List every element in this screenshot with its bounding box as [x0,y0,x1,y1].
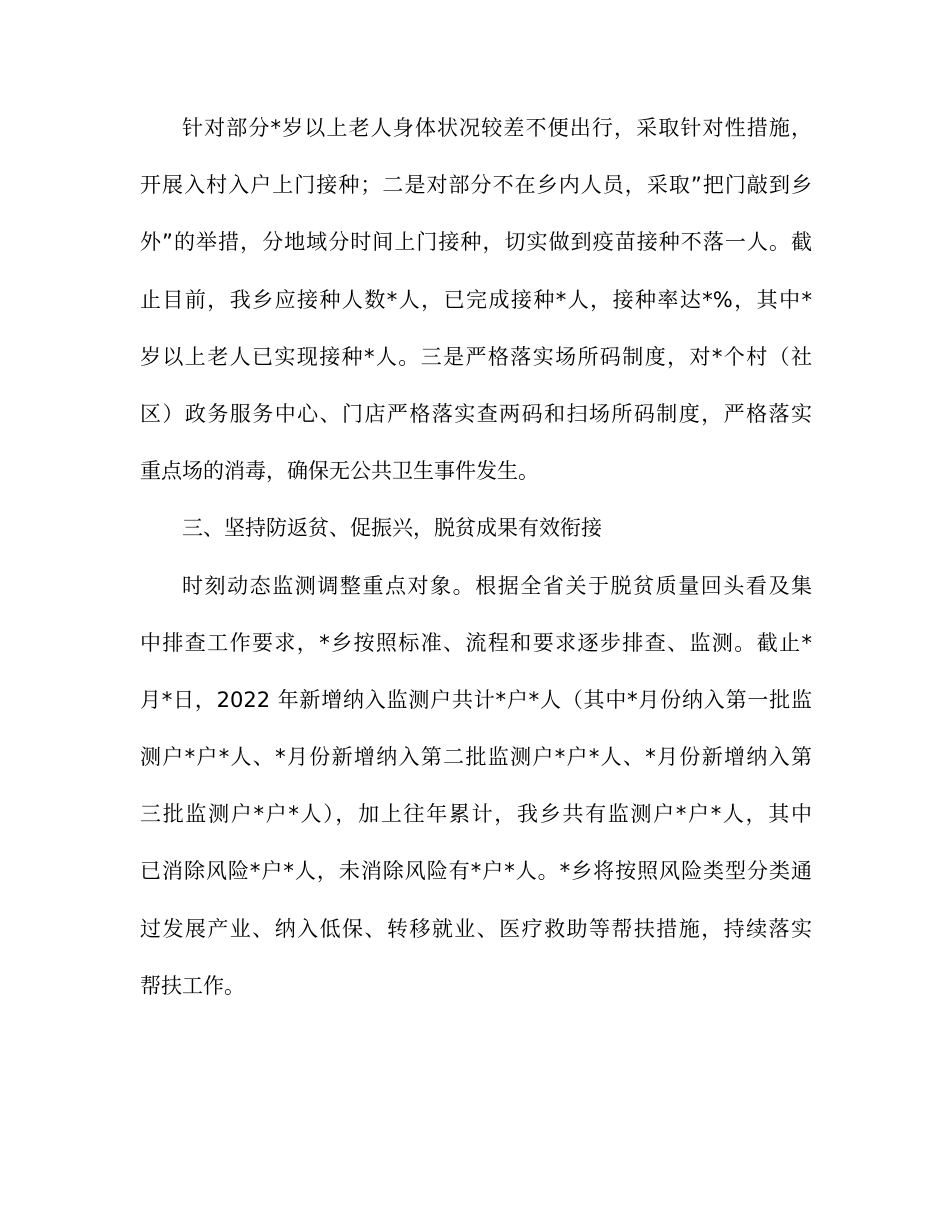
document-body [140,100,812,1015]
paragraph-line: 过发展产业、纳入低保、转移就业、医疗救助等帮扶措施，持续落实 [140,916,812,941]
section-heading: 三、坚持防返贫、促振兴，脱贫成果有效衔接 [182,516,602,541]
paragraph-line: 针对部分*岁以上老人身体状况较差不便出行，采取针对性措施， [182,116,812,140]
paragraph-line: 止目前，我乡应接种人数*人，已完成接种*人，接种率达*%，其中* [140,287,812,312]
paragraph-line: 已消除风险*户*人，未消除风险有*户*人。*乡将按照风险类型分类通 [140,859,812,884]
paragraph-line: 外”的举措，分地域分时间上门接种，切实做到疫苗接种不落一人。截 [140,230,812,255]
paragraph-line: 区）政务服务中心、门店严格落实查两码和扫场所码制度，严格落实 [140,401,812,426]
paragraph-line: 中排查工作要求，*乡按照标准、流程和要求逐步排查、监测。截止* [140,630,812,655]
paragraph-line: 开展入村入户上门接种；二是对部分不在乡内人员，采取”把门敲到乡 [140,173,812,198]
paragraph-line: 时刻动态监测调整重点对象。根据全省关于脱贫质量回头看及集 [182,573,812,598]
paragraph-line: 三批监测户*户*人），加上往年累计，我乡共有监测户*户*人，其中 [140,802,812,827]
paragraph-line: 重点场的消毒，确保无公共卫生事件发生。 [140,459,539,484]
paragraph-line: 帮扶工作。 [140,973,245,998]
paragraph-line: 测户*户*人、*月份新增纳入第二批监测户*户*人、*月份新增纳入第 [140,745,812,770]
paragraph-line: 月*日，2022 年新增纳入监测户共计*户*人（其中*月份纳入第一批监 [140,687,812,712]
paragraph-line: 岁以上老人已实现接种*人。三是严格落实场所码制度，对*个村（社 [140,344,812,369]
